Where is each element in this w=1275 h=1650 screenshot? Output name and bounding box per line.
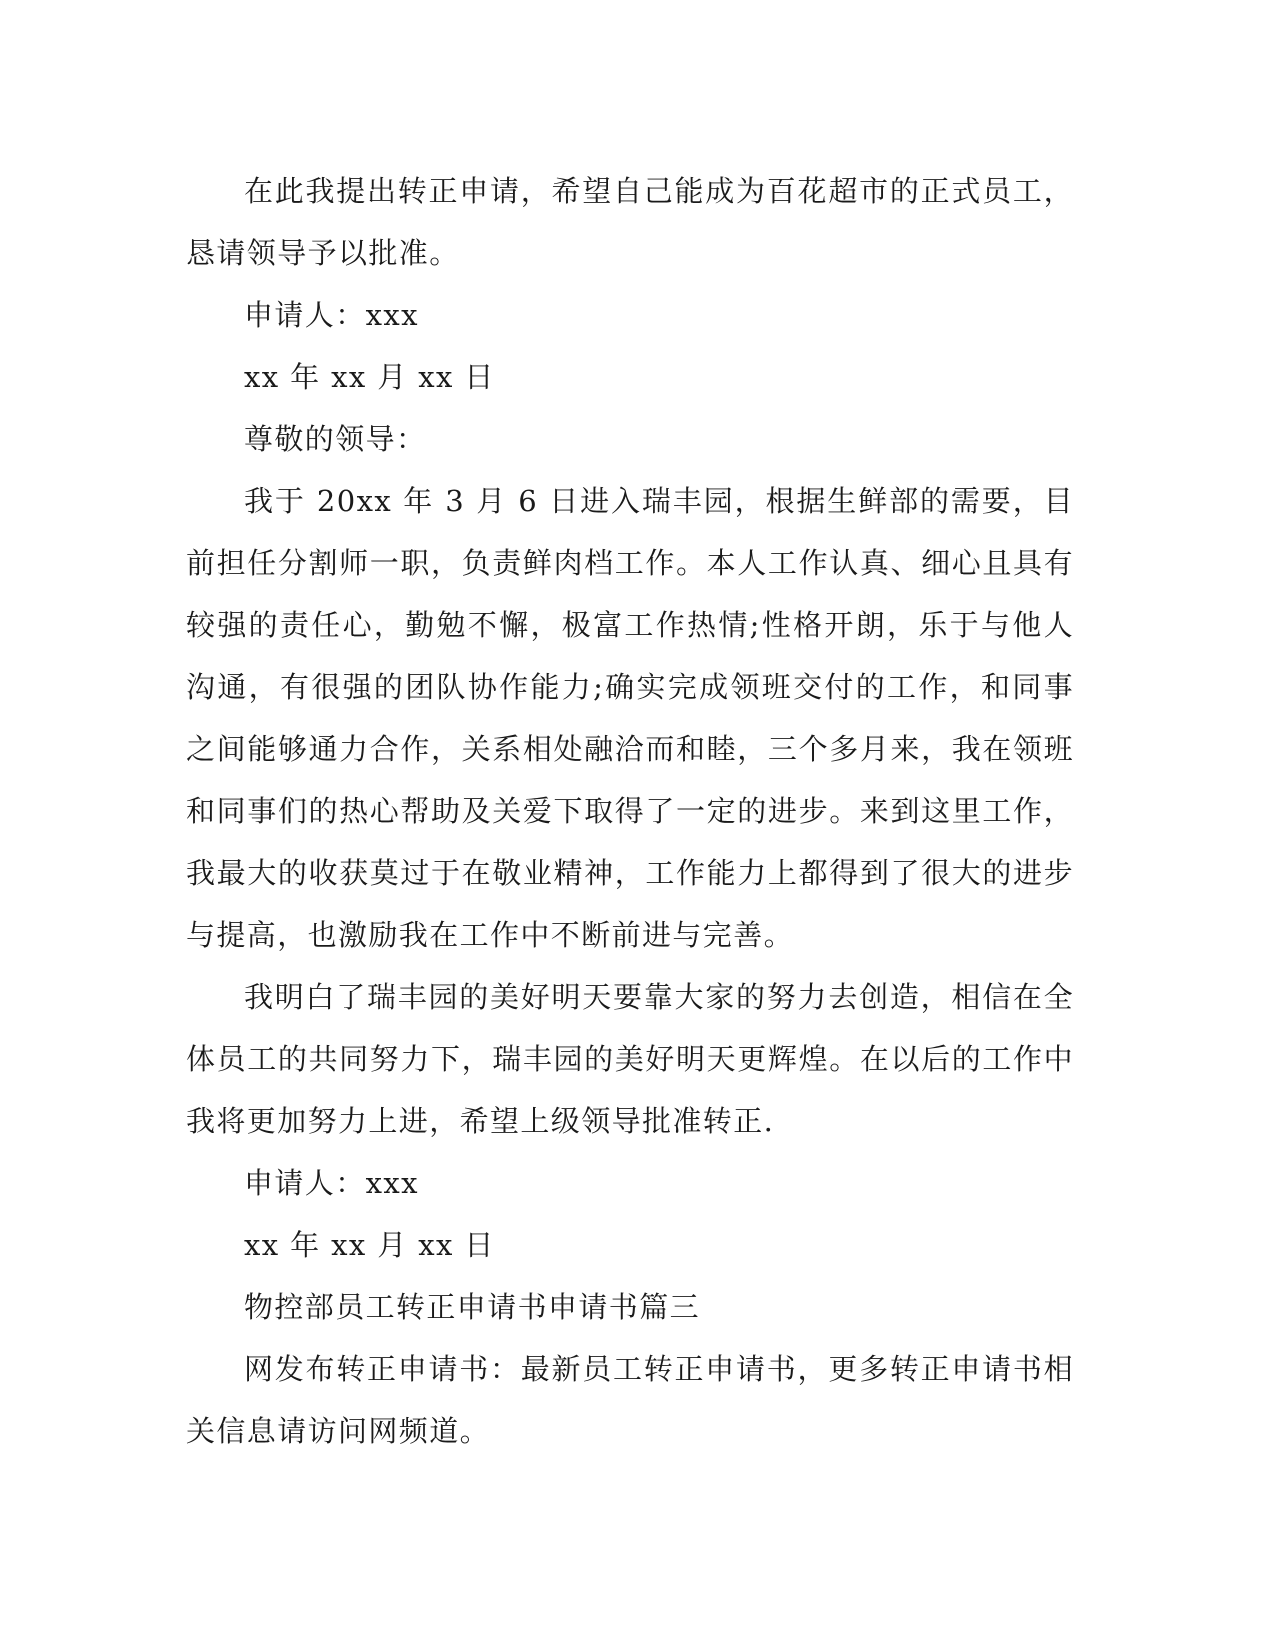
paragraph-work-summary: 我于 20xx 年 3 月 6 日进入瑞丰园，根据生鲜部的需要，目前担任分割师一职，负责鲜肉档工作。本人工作认真、细心且具有较强的责任心，勤勉不懈，极富工作热情;性格开朗，乐于与他人沟通，有很强的团队协作能力;确实完成领班交付的工作，和同事之间能够通力合作，关系相处融洽而和睦，三个多月来，我在领班和同事们的热心帮助及关爱下取得了一定的进步。来到这里工作，我最大的收获莫过于在敬业精神，工作能力上都得到了很大的进步与提高，也激励我在工作中不断前进与完善。 bbox=[186, 484, 1074, 952]
signature-date-2: xx 年 xx 月 xx 日 bbox=[244, 1228, 495, 1262]
paragraph-closing-request: 我明白了瑞丰园的美好明天要靠大家的努力去创造，相信在全体员工的共同努力下，瑞丰园的美好明天更辉煌。在以后的工作中我将更加努力上进，希望上级领导批准转正. bbox=[186, 980, 1074, 1138]
document-body bbox=[186, 160, 1074, 1462]
applicant-signature: 申请人：xxx bbox=[244, 298, 419, 332]
salutation: 尊敬的领导： bbox=[244, 422, 427, 456]
signature-date: xx 年 xx 月 xx 日 bbox=[244, 360, 495, 394]
section-heading: 物控部员工转正申请书申请书篇三 bbox=[244, 1290, 701, 1324]
paragraph-site-note: 网发布转正申请书：最新员工转正申请书，更多转正申请书相关信息请访问网频道。 bbox=[186, 1352, 1074, 1448]
applicant-signature-2: 申请人：xxx bbox=[244, 1166, 419, 1200]
paragraph-approval-request: 在此我提出转正申请，希望自己能成为百花超市的正式员工，恳请领导予以批准。 bbox=[186, 174, 1074, 270]
